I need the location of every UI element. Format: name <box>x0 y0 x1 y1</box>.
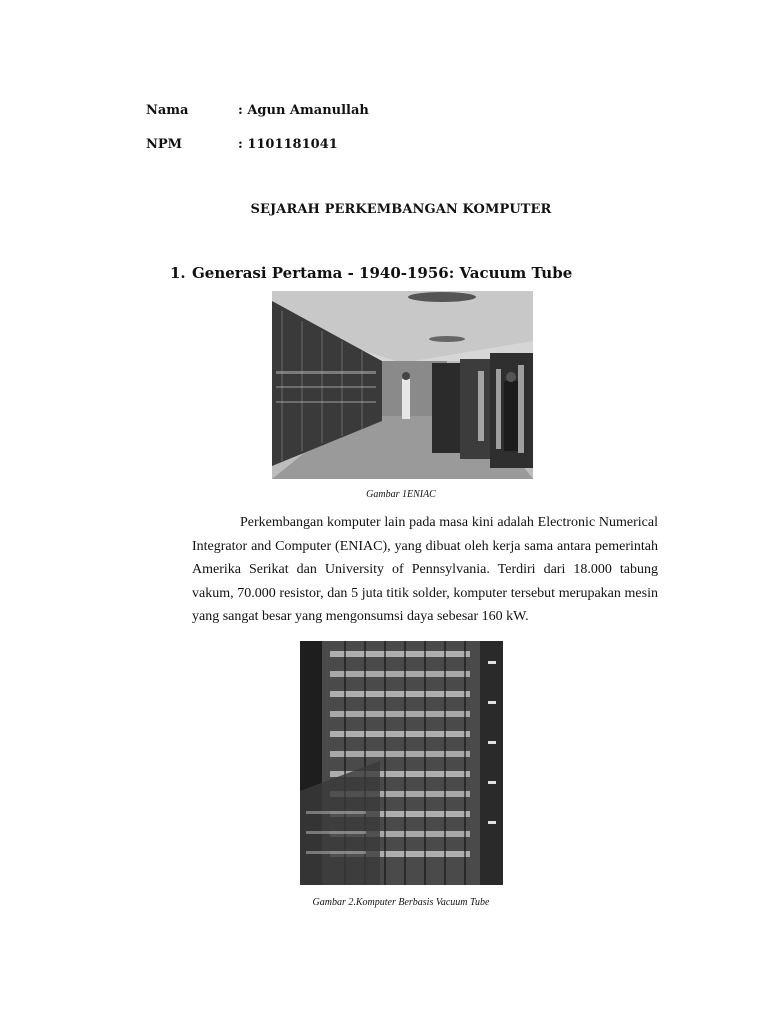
eniac-photo <box>272 291 533 479</box>
vacuum-tube-photo <box>300 641 503 885</box>
name-value: : Agun Amanullah <box>238 103 369 118</box>
section-heading-text: Generasi Pertama - 1940-1956: Vacuum Tube <box>192 264 573 282</box>
document-title: SEJARAH PERKEMBANGAN KOMPUTER <box>250 202 552 217</box>
npm-label: NPM <box>146 137 183 152</box>
name-row <box>146 103 369 118</box>
npm-row <box>146 137 338 152</box>
section-heading <box>170 264 572 282</box>
figure1-caption: Gambar 1ENIAC <box>366 489 436 500</box>
name-label: Nama <box>146 103 189 118</box>
body-paragraph: Perkembangan komputer lain pada masa kini adalah Electronic Numerical Integrator and Computer (ENIAC), yang dibuat oleh kerja sama antara pemerintah Amerika Serikat dan University of Pennsylvania. Terdiri dari 18.000 tabung vakum, 70.000 resistor, dan 5 juta titik solder, komputer tersebut merupakan mesin yang sangat besar yang mengonsumsi daya sebesar 160 kW. <box>192 515 658 624</box>
section-number: 1. <box>170 264 186 282</box>
npm-value: : 1101181041 <box>238 137 338 152</box>
figure2-caption: Gambar 2.Komputer Berbasis Vacuum Tube <box>312 897 490 908</box>
